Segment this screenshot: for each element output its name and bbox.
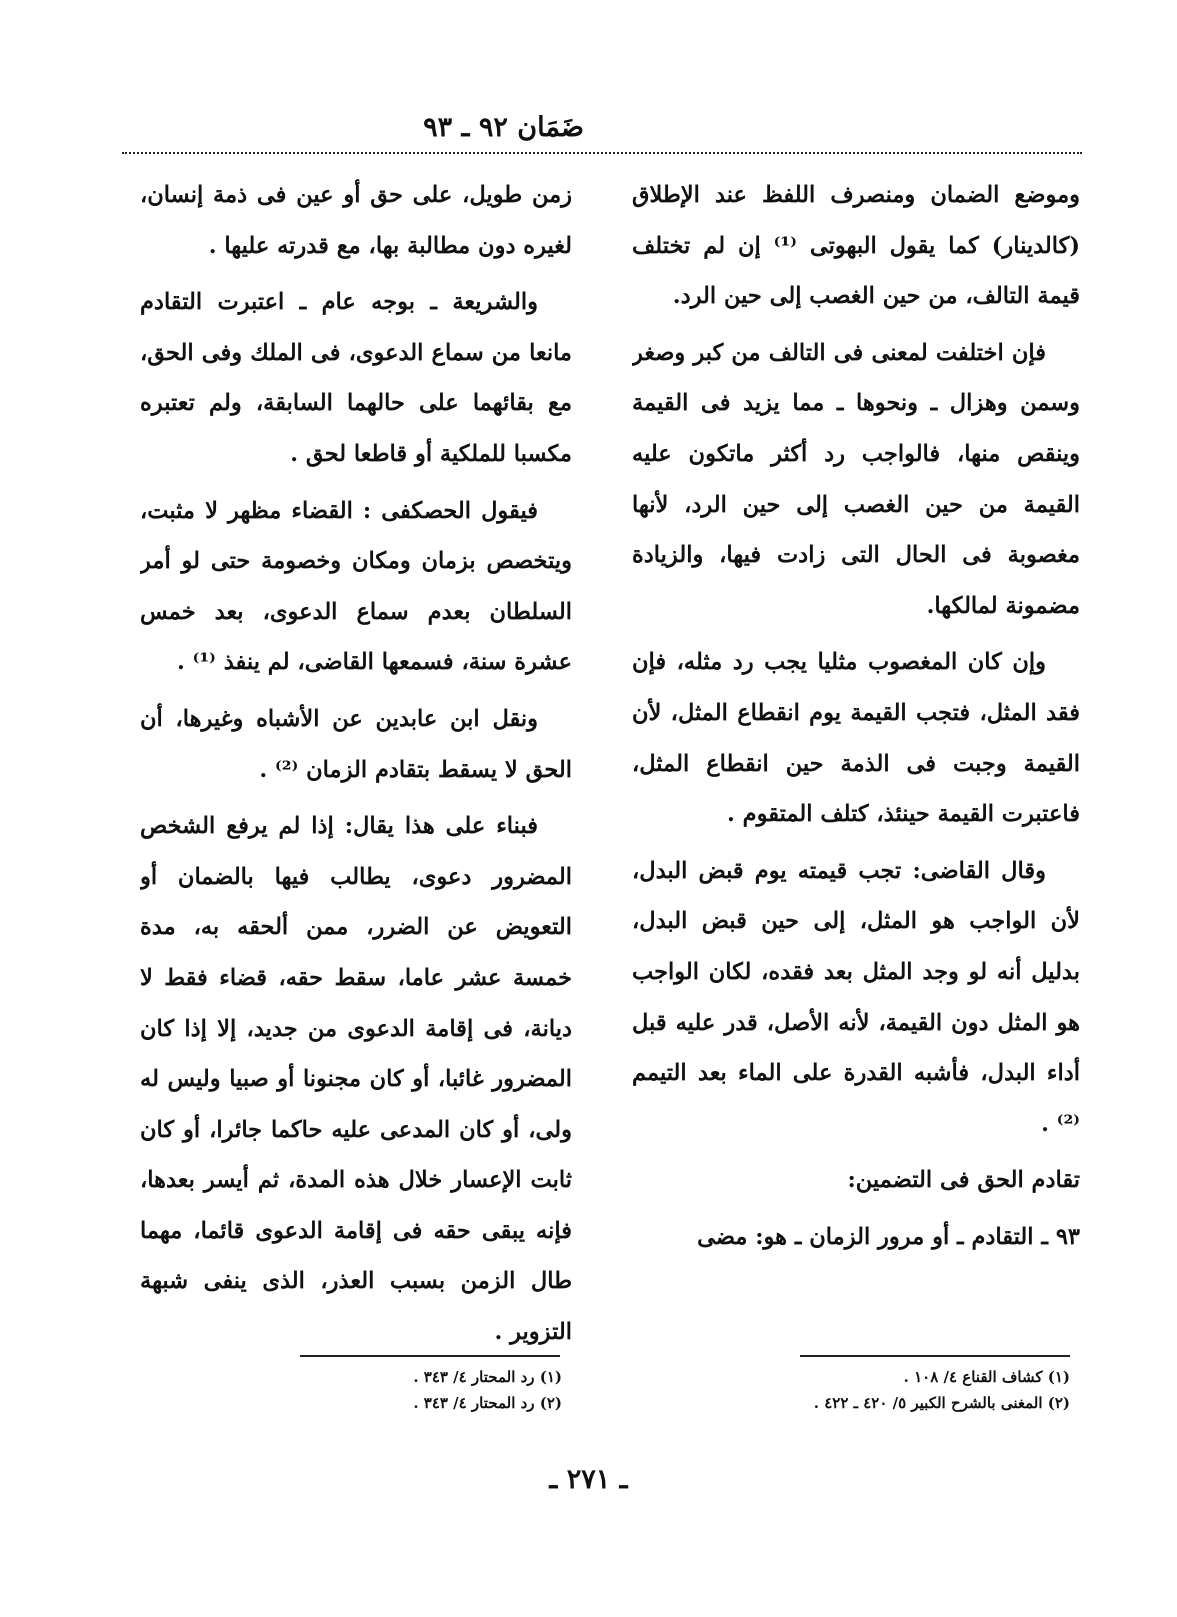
right-paragraph-3: وإن كان المغصوب مثليا يجب رد مثله، فإن فقد المثل، فتجب القيمة يوم انقطاع المثل، لأن القيمة وجبت فى الذمة حين انقطاع المثل، فاعتبرت القيمة حينئذ، كتلف المتقوم . <box>632 649 1080 828</box>
footnote-left-2: (٢) رد المحتار ٤/ ٣٤٣ . <box>413 1394 562 1412</box>
page-number: ـ ٢٧١ ـ <box>549 1464 628 1495</box>
left-paragraph-1: زمن طويل، على حق أو عين فى ذمة إنسان، لغيره دون مطالبة بها، مع قدرته عليها . <box>140 182 572 259</box>
footnote-right-1: (١) كشاف القناع ٤/ ١٠٨ . <box>903 1368 1070 1386</box>
left-paragraph-5: فبناء على هذا يقال: إذا لم يرفع الشخص المضرور دعوى، يطالب فيها بالضمان أو التعويض عن الضرر، ممن ألحقه به، مدة خمسة عشر عاما، سقط حقه، قضاء فقط لا ديانة، فى إقامة الدعوى من جديد، إلا إذا كان المضرور غائبا، أو كان مجنونا أو صبيا وليس له ولى، أو كان المدعى عليه حاكما جائرا، أو كان ثابت الإعسار خلال هذه المدة، ثم أيسر بعدها، فإنه يبقى حقه فى إقامة الدعوى قائما، مهما طال الزمن بسبب العذر، الذى ينفى شبهة التزوير . <box>140 813 572 1346</box>
paragraph-number: ٩٣ ـ <box>1041 1223 1080 1250</box>
right-paragraph-1: وموضع الضمان ومنصرف اللفظ عند الإطلاق (كالدينار) كما يقول البهوتى ⁽¹⁾ إن لم تختلف قيمة التالف، من حين الغصب إلى حين الرد. <box>632 182 1080 310</box>
right-paragraph-4: وقال القاضى: تجب قيمته يوم قبض البدل، لأن الواجب هو المثل، إلى حين قبض البدل، بدليل أنه لو وجد المثل بعد فقده، لكان الواجب هو المثل دون القيمة، لأنه الأصل، قدر عليه قبل أداء البدل، فأشبه القدرة على الماء بعد التيمم ⁽²⁾ . <box>632 857 1080 1137</box>
right-paragraph-5 <box>632 1212 1080 1263</box>
left-paragraph-4: ونقل ابن عابدين عن الأشباه وغيرها، أن الحق لا يسقط بتقادم الزمان ⁽²⁾ . <box>140 705 572 783</box>
right-column <box>632 170 1080 1370</box>
footnotes-right <box>720 1364 1070 1416</box>
header-dotted-rule <box>122 152 1082 154</box>
left-paragraph-2: والشريعة ـ بوجه عام ـ اعتبرت التقادم مانعا من سماع الدعوى، فى الملك وفى الحق، مع بقائهما على حالهما السابقة، ولم تعتبره مكسبا للملكية أو قاطعا لحق . <box>140 289 572 467</box>
footnote-right-2: (٢) المغنى بالشرح الكبير ٥/ ٤٢٠ ـ ٤٢٢ . <box>813 1394 1070 1412</box>
left-paragraph-3: فيقول الحصكفى : القضاء مظهر لا مثبت، ويتخصص بزمان ومكان وخصومة حتى لو أمر السلطان بعدم سماع الدعوى، بعد خمس عشرة سنة، فسمعها القاضى، لم ينفذ ⁽¹⁾ . <box>140 497 572 676</box>
footnote-left-1: (١) رد المحتار ٤/ ٣٤٣ . <box>413 1368 562 1386</box>
running-header-title: ضَمَان ٩٢ ـ ٩٣ <box>423 112 584 143</box>
right-paragraph-2: فإن اختلفت لمعنى فى التالف من كبر وصغر وسمن وهزال ـ ونحوها ـ مما يزيد فى القيمة وينقص منها، فالواجب رد أكثر ماتكون عليه القيمة من حين الغصب إلى حين الرد، لأنها مغصوبة فى الحال التى زادت فيها، والزيادة مضمونة لمالكها. <box>632 339 1080 619</box>
footnote-rule-right <box>800 1355 1070 1357</box>
footnote-rule-left <box>300 1355 560 1357</box>
right-paragraph-5-text: التقادم ـ أو مرور الزمان ـ هو: مضى <box>697 1223 1034 1250</box>
left-column <box>140 170 572 1370</box>
section-heading: تقادم الحق فى التضمين: <box>847 1167 1080 1194</box>
footnotes-left <box>200 1364 562 1416</box>
